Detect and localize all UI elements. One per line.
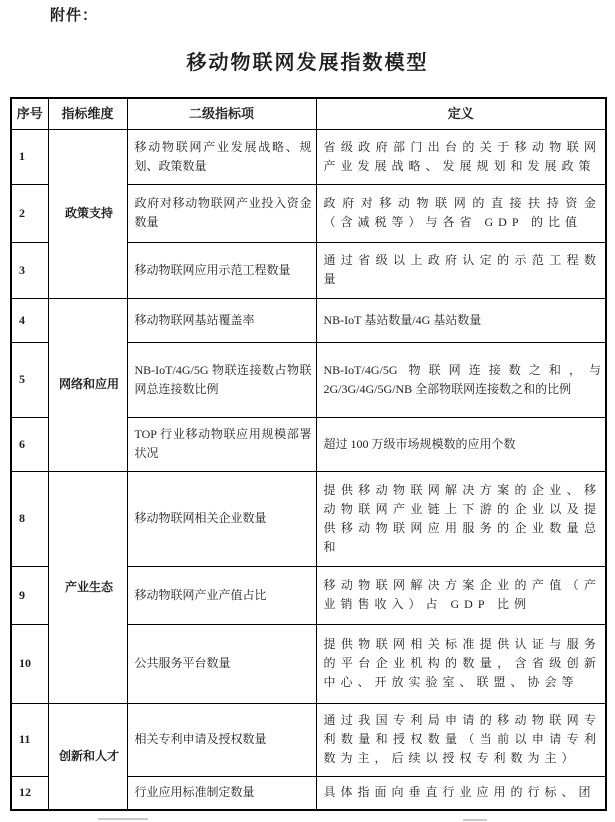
indicator-cell: 移动物联网应用示范工程数量 (127, 242, 316, 298)
table-row (11, 298, 606, 342)
next-page-peek-left (98, 818, 148, 820)
indicator-cell: 移动物联网产业发展战略、规划、政策数量 (127, 129, 316, 184)
definition-cell: 政府对移动物联网的直接扶持资金（含减税等）与各省 GDP 的比值 (316, 184, 606, 242)
indicator-cell: 相关专利申请及授权数量 (127, 703, 316, 776)
dimension-cell-policy: 政策支持 (48, 129, 127, 298)
definition-cell: 移动物联网解决方案企业的产值（产业销售收入）占 GDP 比例 (316, 566, 606, 624)
definition-cell: 提供物联网相关标准提供认证与服务的平台企业机构的数量，含省级创新中心、开放实验室、联盟、协会等 (316, 624, 606, 703)
serial-cell: 1 (11, 129, 48, 184)
definition-cell: 提供移动物联网解决方案的企业、移动物联网产业链上下游的企业以及提供移动物联网应用服务的企业数量总和 (316, 471, 606, 566)
index-model-table (10, 97, 607, 811)
definition-cell: 具体指面向垂直行业应用的行标、团 (316, 776, 606, 810)
table-row (11, 471, 606, 566)
serial-cell: 11 (11, 703, 48, 776)
next-page-peek-right (463, 819, 487, 821)
dimension-cell-innovation: 创新和人才 (48, 703, 127, 810)
table-row (11, 129, 606, 184)
serial-cell: 10 (11, 624, 48, 703)
table-row (11, 703, 606, 776)
definition-cell: 通过省级以上政府认定的示范工程数量 (316, 242, 606, 298)
page-title: 移动物联网发展指数模型 (186, 52, 429, 74)
serial-cell: 2 (11, 184, 48, 242)
definition-cell: NB-IoT 基站数量/4G 基站数量 (316, 298, 606, 342)
indicator-cell: 移动物联网相关企业数量 (127, 471, 316, 566)
indicator-cell: 移动物联网产业产值占比 (127, 566, 316, 624)
serial-cell: 3 (11, 242, 48, 298)
col-header-serial: 序号 (11, 98, 48, 129)
serial-cell: 6 (11, 417, 48, 471)
indicator-cell: 公共服务平台数量 (127, 624, 316, 703)
serial-cell: 9 (11, 566, 48, 624)
col-header-dimension: 指标维度 (48, 98, 127, 129)
definition-cell: 通过我国专利局申请的移动物联网专利数量和授权数量（当前以申请专利数为主，后续以授权专利数为主） (316, 703, 606, 776)
serial-cell: 8 (11, 471, 48, 566)
indicator-cell: 移动物联网基站覆盖率 (127, 298, 316, 342)
indicator-cell: 政府对移动物联网产业投入资金数量 (127, 184, 316, 242)
indicator-cell: TOP 行业移动物联应用规模部署状况 (127, 417, 316, 471)
header-row (11, 98, 606, 129)
serial-cell: 12 (11, 776, 48, 810)
dimension-cell-network: 网络和应用 (48, 298, 127, 471)
serial-cell: 4 (11, 298, 48, 342)
col-header-indicator: 二级指标项 (127, 98, 316, 129)
serial-cell: 5 (11, 342, 48, 417)
dimension-cell-industry: 产业生态 (48, 471, 127, 703)
indicator-cell: 行业应用标准制定数量 (127, 776, 316, 810)
definition-cell: NB-IoT/4G/5G 物联网连接数之和，与 2G/3G/4G/5G/NB 全部物联网连接数之和的比例 (316, 342, 606, 417)
col-header-definition: 定义 (316, 98, 606, 129)
indicator-cell: NB-IoT/4G/5G 物联连接数占物联网总连接数比例 (127, 342, 316, 417)
attachment-label: 附件： (50, 8, 99, 24)
definition-cell: 超过 100 万级市场规模数的应用个数 (316, 417, 606, 471)
definition-cell: 省级政府部门出台的关于移动物联网产业发展战略、发展规划和发展政策 (316, 129, 606, 184)
